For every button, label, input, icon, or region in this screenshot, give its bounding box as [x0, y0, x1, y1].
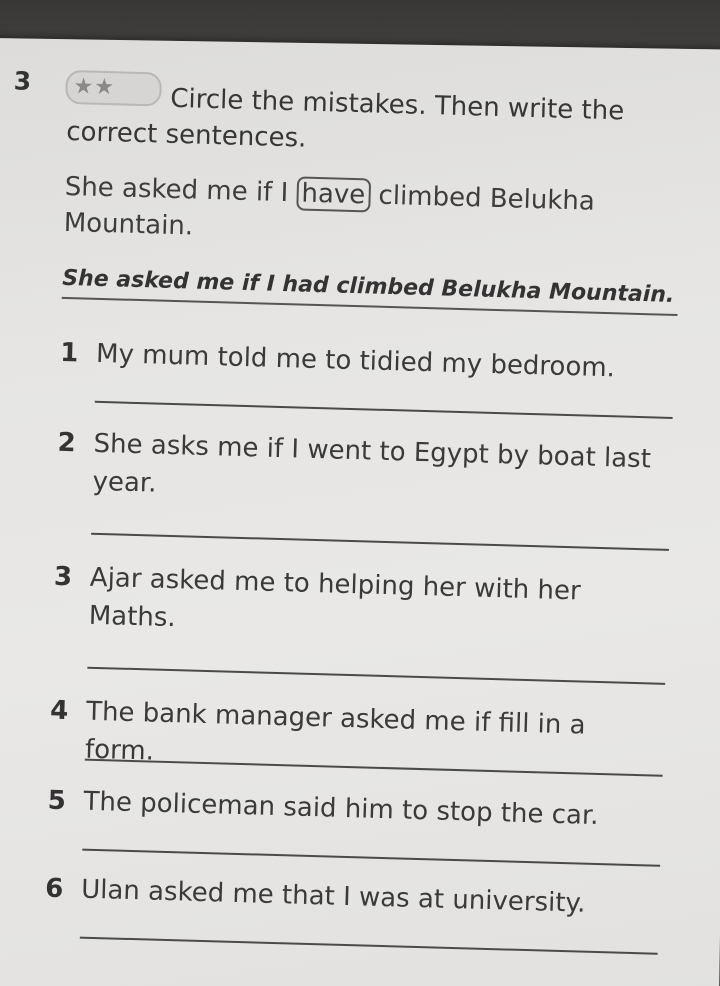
exercise-item-2 [56, 424, 658, 517]
item-number: 1 [59, 337, 79, 369]
exercise-number: 3 [13, 66, 32, 96]
exercise-item-6 [45, 870, 646, 925]
item-sentence: The policeman said him to stop the car. [83, 786, 599, 832]
difficulty-stars-badge: ★★ [65, 70, 162, 107]
answer-line-5[interactable] [82, 849, 660, 867]
example-sentence [63, 169, 645, 257]
example-text-before: She asked me if I [64, 171, 297, 209]
item-number: 3 [53, 561, 73, 593]
circled-mistake: have [296, 176, 371, 212]
exercise-item-5 [47, 782, 648, 837]
answer-line-1[interactable] [95, 401, 673, 419]
exercise-item-3 [52, 558, 654, 651]
example-answer: She asked me if I had climbed Belukha Mountain. [62, 266, 679, 316]
item-number: 5 [47, 785, 67, 817]
item-number: 4 [49, 695, 69, 727]
item-number: 2 [57, 427, 77, 459]
exercise-instruction: Circle the mistakes. Then write the correct sentences. [65, 83, 625, 154]
example-text-after: climbed Belukha Mountain. [63, 180, 596, 242]
item-sentence: The bank manager asked me if fill in a form. [84, 696, 586, 767]
exercise-item-4 [49, 692, 651, 785]
item-sentence: Ulan asked me that I was at university. [80, 874, 586, 919]
answer-line-3[interactable] [87, 667, 665, 685]
item-sentence: She asks me if I went to Egypt by boat last year. [92, 428, 652, 499]
item-sentence: Ajar asked me to helping her with her Maths. [88, 562, 582, 634]
item-sentence: My mum told me to tidied my bedroom. [95, 338, 616, 384]
item-number: 6 [44, 873, 64, 905]
exercise-item-1 [60, 334, 661, 389]
answer-line-2[interactable] [91, 533, 669, 551]
answer-line-6[interactable] [80, 937, 658, 955]
